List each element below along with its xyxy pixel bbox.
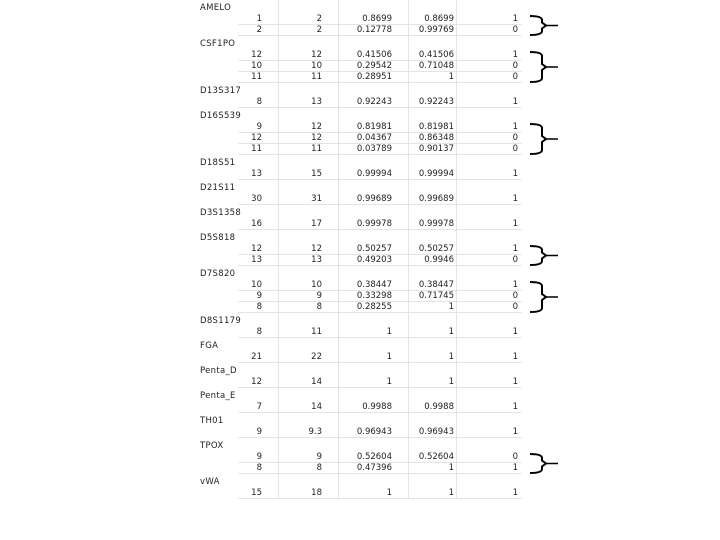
cell-col-3: 0.33298	[356, 291, 392, 301]
cell-col-1: 7	[256, 402, 262, 412]
cell-col-5: 1	[512, 280, 518, 290]
cell-col-2: 2	[316, 25, 322, 35]
cell-col-4: 0.9946	[424, 255, 454, 265]
cell-col-1: 13	[251, 255, 262, 265]
cell-col-2: 17	[311, 219, 322, 229]
cell-col-4: 0.90137	[418, 144, 454, 154]
cell-col-1: 12	[251, 133, 262, 143]
cell-col-1: 16	[251, 219, 262, 229]
cell-col-3: 0.03789	[356, 144, 392, 154]
cell-col-5: 1	[512, 97, 518, 107]
cell-col-2: 12	[311, 133, 322, 143]
cell-col-1: 8	[256, 463, 262, 473]
cell-col-1: 30	[251, 194, 262, 204]
cell-col-3: 0.96943	[356, 427, 392, 437]
curly-bracket	[530, 246, 546, 265]
cell-col-5: 1	[512, 377, 518, 387]
cell-col-5: 1	[512, 463, 518, 473]
curly-bracket	[530, 52, 546, 82]
cell-col-4: 1	[448, 72, 454, 82]
cell-col-4: 1	[448, 302, 454, 312]
locus-name: D3S1358	[200, 208, 242, 218]
cell-col-5: 0	[512, 61, 518, 71]
cell-col-5: 1	[512, 327, 518, 337]
cell-col-3: 0.81981	[356, 122, 392, 132]
locus-name: CSF1PO	[200, 39, 236, 49]
cell-col-2: 31	[311, 194, 322, 204]
cell-col-3: 0.29542	[356, 61, 392, 71]
cell-col-5: 1	[512, 244, 518, 254]
cell-col-3: 0.47396	[356, 463, 392, 473]
cell-col-2: 2	[316, 14, 322, 24]
cell-col-1: 10	[251, 280, 262, 290]
cell-col-5: 1	[512, 122, 518, 132]
cell-col-3: 1	[386, 377, 392, 387]
cell-col-2: 9	[316, 452, 322, 462]
cell-col-3: 0.99978	[356, 219, 392, 229]
cell-col-5: 0	[512, 25, 518, 35]
cell-col-5: 0	[512, 255, 518, 265]
cell-col-4: 0.8699	[424, 14, 454, 24]
cell-col-4: 0.71048	[418, 61, 454, 71]
cell-col-5: 1	[512, 194, 518, 204]
locus-name: TPOX	[200, 441, 224, 451]
cell-col-1: 9	[256, 291, 262, 301]
locus-name: D18S51	[200, 158, 236, 168]
cell-col-5: 0	[512, 291, 518, 301]
cell-col-1: 13	[251, 169, 262, 179]
cell-col-5: 0	[512, 452, 518, 462]
cell-col-4: 0.99689	[418, 194, 454, 204]
cell-col-5: 1	[512, 169, 518, 179]
cell-col-2: 8	[316, 302, 322, 312]
cell-col-3: 0.92243	[356, 97, 392, 107]
cell-col-2: 22	[311, 352, 322, 362]
cell-col-2: 12	[311, 50, 322, 60]
cell-col-4: 0.81981	[418, 122, 454, 132]
cell-col-4: 1	[448, 327, 454, 337]
cell-col-2: 15	[311, 169, 322, 179]
cell-col-4: 0.96943	[418, 427, 454, 437]
cell-col-1: 9	[256, 122, 262, 132]
cell-col-3: 1	[386, 352, 392, 362]
locus-name: D7S820	[200, 269, 236, 279]
cell-col-2: 14	[311, 377, 322, 387]
cell-col-5: 0	[512, 302, 518, 312]
cell-col-2: 12	[311, 244, 322, 254]
cell-col-1: 10	[251, 61, 262, 71]
locus-name: D5S818	[200, 233, 236, 243]
cell-col-3: 1	[386, 327, 392, 337]
cell-col-5: 0	[512, 72, 518, 82]
cell-col-3: 0.50257	[356, 244, 392, 254]
cell-col-2: 13	[311, 255, 322, 265]
cell-col-4: 0.92243	[418, 97, 454, 107]
curly-bracket	[530, 282, 546, 312]
cell-col-5: 1	[512, 219, 518, 229]
cell-col-4: 1	[448, 352, 454, 362]
curly-bracket	[530, 454, 546, 473]
cell-col-1: 2	[256, 25, 262, 35]
cell-col-3: 0.9988	[362, 402, 392, 412]
cell-col-3: 0.99689	[356, 194, 392, 204]
cell-col-1: 9	[256, 452, 262, 462]
cell-col-4: 0.41506	[418, 50, 454, 60]
cell-col-3: 0.12778	[356, 25, 392, 35]
cell-col-2: 13	[311, 97, 322, 107]
cell-col-1: 8	[256, 302, 262, 312]
cell-col-3: 0.38447	[356, 280, 392, 290]
cell-col-4: 0.99769	[418, 25, 454, 35]
cell-col-4: 0.71745	[418, 291, 454, 301]
locus-name: D21S11	[200, 183, 236, 193]
cell-col-2: 10	[311, 280, 322, 290]
cell-col-3: 0.52604	[356, 452, 392, 462]
cell-col-4: 0.38447	[418, 280, 454, 290]
cell-col-2: 8	[316, 463, 322, 473]
cell-col-3: 0.28951	[356, 72, 392, 82]
cell-col-2: 11	[311, 327, 322, 337]
cell-col-5: 0	[512, 144, 518, 154]
cell-col-1: 11	[251, 72, 262, 82]
cell-col-4: 1	[448, 488, 454, 498]
locus-name: Penta_E	[200, 391, 236, 401]
cell-col-5: 1	[512, 50, 518, 60]
cell-col-3: 0.99994	[356, 169, 392, 179]
cell-col-4: 0.99994	[418, 169, 454, 179]
cell-col-1: 8	[256, 327, 262, 337]
cell-col-1: 1	[256, 14, 262, 24]
locus-name: vWA	[200, 477, 220, 487]
cell-col-3: 0.49203	[356, 255, 392, 265]
locus-name: D8S1179	[200, 316, 242, 326]
cell-col-1: 21	[251, 352, 262, 362]
cell-col-2: 18	[311, 488, 322, 498]
cell-col-3: 0.8699	[362, 14, 392, 24]
cell-col-1: 12	[251, 377, 262, 387]
curly-bracket	[530, 16, 546, 35]
cell-col-2: 10	[311, 61, 322, 71]
cell-col-4: 0.86348	[418, 133, 454, 143]
locus-name: FGA	[200, 341, 219, 351]
cell-col-2: 9.3	[308, 427, 322, 437]
cell-col-4: 0.50257	[418, 244, 454, 254]
cell-col-5: 1	[512, 352, 518, 362]
cell-col-2: 11	[311, 72, 322, 82]
cell-col-4: 0.52604	[418, 452, 454, 462]
cell-col-3: 0.41506	[356, 50, 392, 60]
cell-col-1: 15	[251, 488, 262, 498]
locus-name: AMELO	[200, 3, 232, 13]
cell-col-1: 8	[256, 97, 262, 107]
locus-name: D16S539	[200, 111, 242, 121]
cell-col-5: 1	[512, 14, 518, 24]
cell-col-4: 0.9988	[424, 402, 454, 412]
cell-col-3: 1	[386, 488, 392, 498]
locus-name: D13S317	[200, 86, 242, 96]
cell-col-4: 1	[448, 377, 454, 387]
cell-col-4: 1	[448, 463, 454, 473]
cell-col-1: 12	[251, 50, 262, 60]
cell-col-2: 14	[311, 402, 322, 412]
cell-col-3: 0.04367	[356, 133, 392, 143]
cell-col-3: 0.28255	[356, 302, 392, 312]
cell-col-2: 11	[311, 144, 322, 154]
cell-col-4: 0.99978	[418, 219, 454, 229]
locus-name: TH01	[200, 416, 224, 426]
cell-col-2: 12	[311, 122, 322, 132]
locus-name: Penta_D	[200, 366, 237, 376]
curly-bracket	[530, 124, 546, 154]
cell-col-5: 1	[512, 488, 518, 498]
cell-col-5: 1	[512, 427, 518, 437]
cell-col-1: 11	[251, 144, 262, 154]
cell-col-1: 12	[251, 244, 262, 254]
cell-col-5: 1	[512, 402, 518, 412]
cell-col-5: 0	[512, 133, 518, 143]
cell-col-2: 9	[316, 291, 322, 301]
cell-col-1: 9	[256, 427, 262, 437]
